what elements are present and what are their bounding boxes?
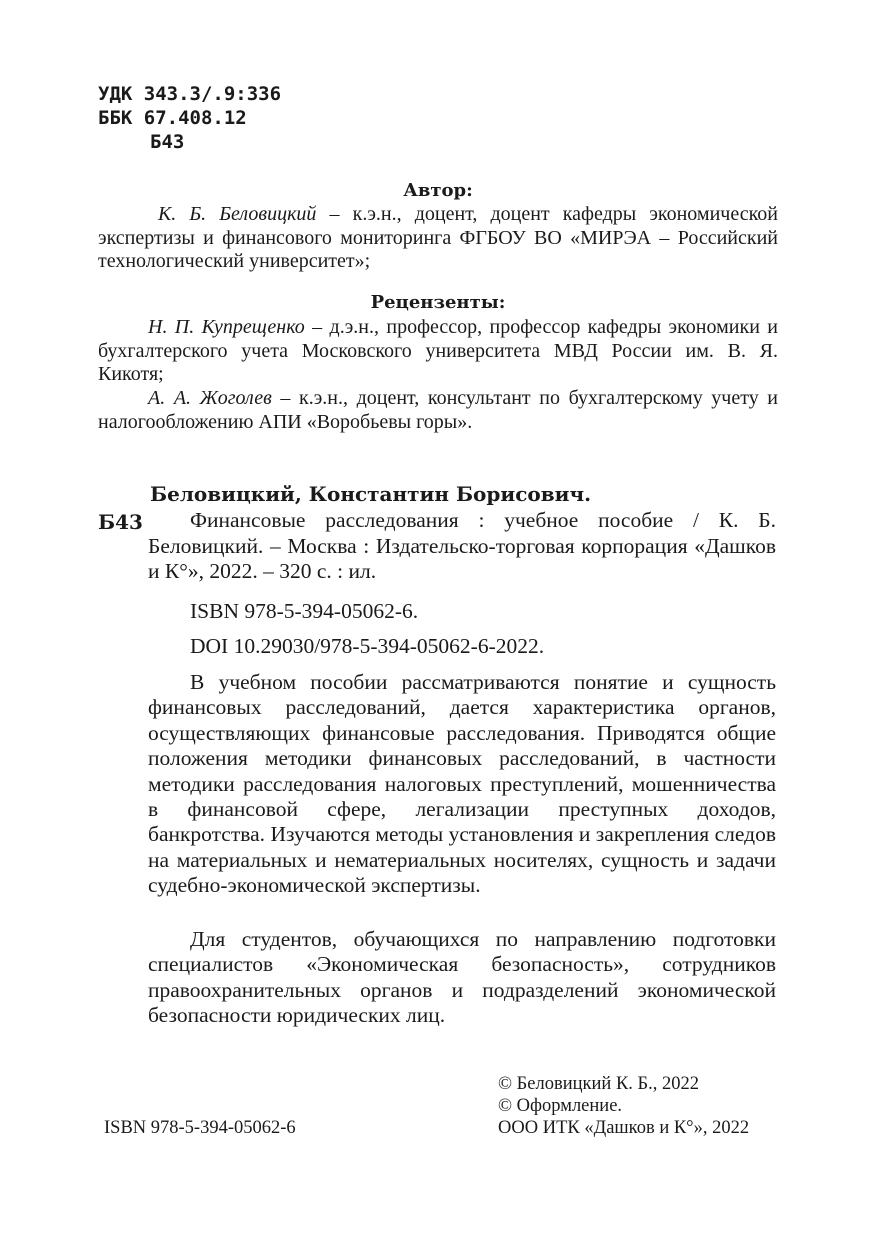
udk-code: УДК 343.3/.9:336 xyxy=(98,83,282,105)
copyright-design: © Оформление. xyxy=(498,1096,623,1116)
reviewers-heading: Рецензенты: xyxy=(370,292,506,313)
author-paragraph xyxy=(98,203,778,274)
abstract-paragraph: В учебном пособии рассматриваются понятие и сущность финансовых расследований, дается характеристика органов, осуществляющих финансовые расследования. Приводятся общие положения методики финансовых расследований, в частности методики расследования налоговых преступлений, мошенничества в финансовой сфере, легализации преступных доходов, банкротства. Изучаются методы установления и закрепления следов на материальных и нематериальных носителях, сущность и задачи судебно-экономической экспертизы. xyxy=(148,670,776,898)
bib-isbn: ISBN 978-5-394-05062-6. xyxy=(190,599,419,623)
reviewer-description: – к.э.н., доцент, консультант по бухгалтерскому учету и налогообложению АПИ «Воробьевы горы». xyxy=(98,387,779,433)
reviewer-paragraph xyxy=(98,387,778,434)
reviewer-description: – д.э.н., профессор, профессор кафедры экономики и бухгалтерского учета Московского университета МВД России им. В. Я. Кикотя; xyxy=(98,316,778,386)
bib-description: Финансовые расследования : учебное пособие / К. Б. Беловицкий. – Москва : Издательско-торговая корпорация «Дашков и К°», 2022. – 320 с. : ил. xyxy=(148,508,776,583)
bib-author-heading: Беловицкий, Константин Борисович. xyxy=(150,482,592,506)
author-description: – к.э.н., доцент, доцент кафедры экономической экспертизы и финансового мониторинга ФГБОУ ВО «МИРЭА – Российский технологический университет»; xyxy=(98,203,778,273)
bib-doi: DOI 10.29030/978-5-394-05062-6-2022. xyxy=(190,634,545,658)
copyright-publisher: ООО ИТК «Дашков и К°», 2022 xyxy=(498,1118,750,1138)
reviewer-name: А. А. Жоголев xyxy=(148,387,272,409)
copyright-author: © Беловицкий К. Б., 2022 xyxy=(498,1074,700,1094)
author-mark-code: Б43 xyxy=(150,131,185,153)
audience-paragraph: Для студентов, обучающихся по направлению подготовки специалистов «Экономическая безопасность», сотрудников правоохранительных органов и подразделений экономической безопасности юридических лиц. xyxy=(148,927,776,1028)
footer-isbn: ISBN 978-5-394-05062-6 xyxy=(104,1118,296,1138)
author-name: К. Б. Беловицкий xyxy=(158,203,317,225)
reviewer-name: Н. П. Купрещенко xyxy=(148,316,305,338)
bbk-code: ББК 67.408.12 xyxy=(98,107,247,129)
reviewer-paragraph xyxy=(98,316,778,387)
author-heading: Автор: xyxy=(403,180,473,201)
bib-author-mark: Б43 xyxy=(98,510,143,534)
